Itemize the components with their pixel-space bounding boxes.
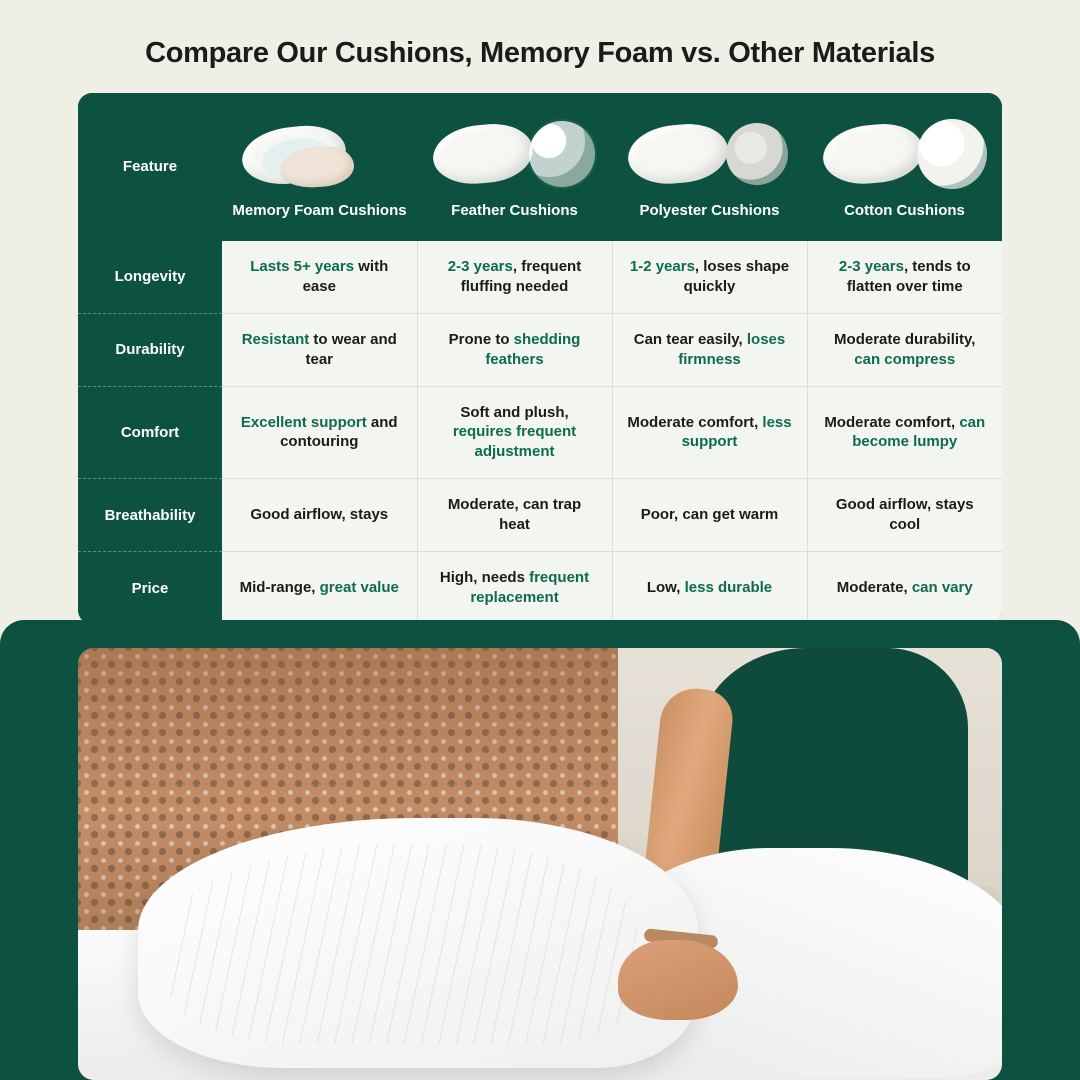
cell-durability-memory-foam	[222, 313, 417, 386]
comparison-table-container	[78, 93, 1002, 624]
cell-plain: to wear and tear	[305, 330, 397, 368]
comparison-table	[78, 93, 1002, 624]
lifestyle-photo	[78, 648, 1002, 1080]
cell-plain: Low,	[646, 579, 685, 597]
cell-comfort-polyester	[612, 386, 807, 479]
cell-breathability-feather: Moderate, can trap heat	[417, 479, 612, 552]
cell-longevity-memory-foam	[222, 241, 417, 313]
table-row	[78, 313, 1002, 386]
page-title: Compare Our Cushions, Memory Foam vs. Other Materials	[145, 37, 935, 69]
cell-highlight: great value	[319, 579, 399, 597]
cell-highlight: frequent replacement	[470, 569, 590, 607]
cotton-fill-icon	[917, 119, 987, 189]
cell-highlight: less support	[681, 413, 792, 451]
cell-price-cotton	[807, 552, 1002, 624]
cell-durability-cotton	[807, 313, 1002, 386]
row-label-comfort: Comfort	[78, 386, 222, 479]
feature-header-cell: Feature	[78, 93, 222, 241]
column-title: Memory Foam Cushions	[232, 201, 407, 219]
cell-longevity-polyester	[612, 241, 807, 313]
cell-breathability-memory-foam: Good airflow, stays	[222, 479, 417, 552]
cell-highlight: can compress	[854, 350, 956, 368]
row-label-durability: Durability	[78, 313, 222, 386]
cell-longevity-feather	[417, 241, 612, 313]
cell-plain: Moderate comfort,	[824, 413, 960, 431]
cell-comfort-memory-foam	[222, 386, 417, 479]
cell-highlight: 2-3 years	[447, 257, 513, 275]
cell-plain: Moderate,	[836, 579, 912, 597]
row-label-longevity: Longevity	[78, 241, 222, 313]
column-header-polyester	[612, 93, 807, 241]
cell-highlight: loses firmness	[678, 330, 786, 368]
cell-plain: Soft and plush,	[460, 403, 569, 421]
cell-plain: Moderate durability,	[834, 330, 976, 348]
cell-highlight: requires frequent adjustment	[452, 423, 577, 461]
column-header-memory-foam	[222, 93, 417, 241]
memory-foam-pillow-image	[236, 113, 404, 195]
person-hand	[618, 940, 738, 1020]
cell-highlight: shedding feathers	[485, 330, 581, 368]
column-title: Polyester Cushions	[639, 201, 780, 219]
cell-highlight: can become lumpy	[852, 413, 986, 451]
column-header-cotton	[807, 93, 1002, 241]
cell-plain: Moderate comfort,	[627, 413, 763, 431]
cell-breathability-cotton: Good airflow, stays cool	[807, 479, 1002, 552]
cell-durability-feather	[417, 313, 612, 386]
pillow-shape	[820, 120, 925, 186]
cell-price-feather	[417, 552, 612, 624]
pillow-shape	[430, 120, 535, 186]
cell-price-memory-foam	[222, 552, 417, 624]
cell-highlight: can vary	[911, 579, 973, 597]
cell-plain: High, needs	[439, 569, 530, 587]
column-title: Feather Cushions	[451, 201, 578, 219]
cell-plain: Mid-range,	[239, 579, 320, 597]
pillow-shape	[625, 120, 730, 186]
cell-highlight: Resistant	[241, 330, 310, 348]
cell-breathability-polyester: Poor, can get warm	[612, 479, 807, 552]
column-header-feather	[417, 93, 612, 241]
cell-plain: Prone to	[448, 330, 514, 348]
table-row	[78, 552, 1002, 624]
cell-plain: , loses shape quickly	[683, 257, 790, 295]
row-label-breathability: Breathability	[78, 479, 222, 552]
cell-plain: with ease	[302, 257, 389, 295]
cell-comfort-feather	[417, 386, 612, 479]
polyester-fill-icon	[726, 123, 788, 185]
cell-price-polyester	[612, 552, 807, 624]
feather-fill-icon	[529, 121, 595, 187]
cell-plain: Can tear easily,	[633, 330, 747, 348]
cell-durability-polyester	[612, 313, 807, 386]
cell-comfort-cotton	[807, 386, 1002, 479]
table-header-row	[78, 93, 1002, 241]
column-title: Cotton Cushions	[844, 201, 965, 219]
polyester-pillow-image	[626, 113, 794, 195]
cotton-pillow-image	[821, 113, 989, 195]
feather-pillow-image	[431, 113, 599, 195]
table-row	[78, 241, 1002, 313]
table-row	[78, 386, 1002, 479]
cell-plain: , tends to flatten over time	[846, 257, 971, 295]
photo-panel	[0, 620, 1080, 1080]
cell-highlight: 1-2 years	[629, 257, 695, 275]
cell-highlight: less durable	[684, 579, 773, 597]
cell-plain: , frequent fluffing needed	[460, 257, 582, 295]
cell-highlight: 2-3 years	[838, 257, 904, 275]
row-label-price: Price	[78, 552, 222, 624]
cell-longevity-cotton	[807, 241, 1002, 313]
pillow-quilting-lines	[168, 844, 638, 1044]
cell-highlight: Lasts 5+ years	[250, 257, 355, 275]
cell-highlight: Excellent support	[240, 413, 367, 431]
table-row	[78, 479, 1002, 552]
cell-plain: and contouring	[280, 413, 398, 451]
